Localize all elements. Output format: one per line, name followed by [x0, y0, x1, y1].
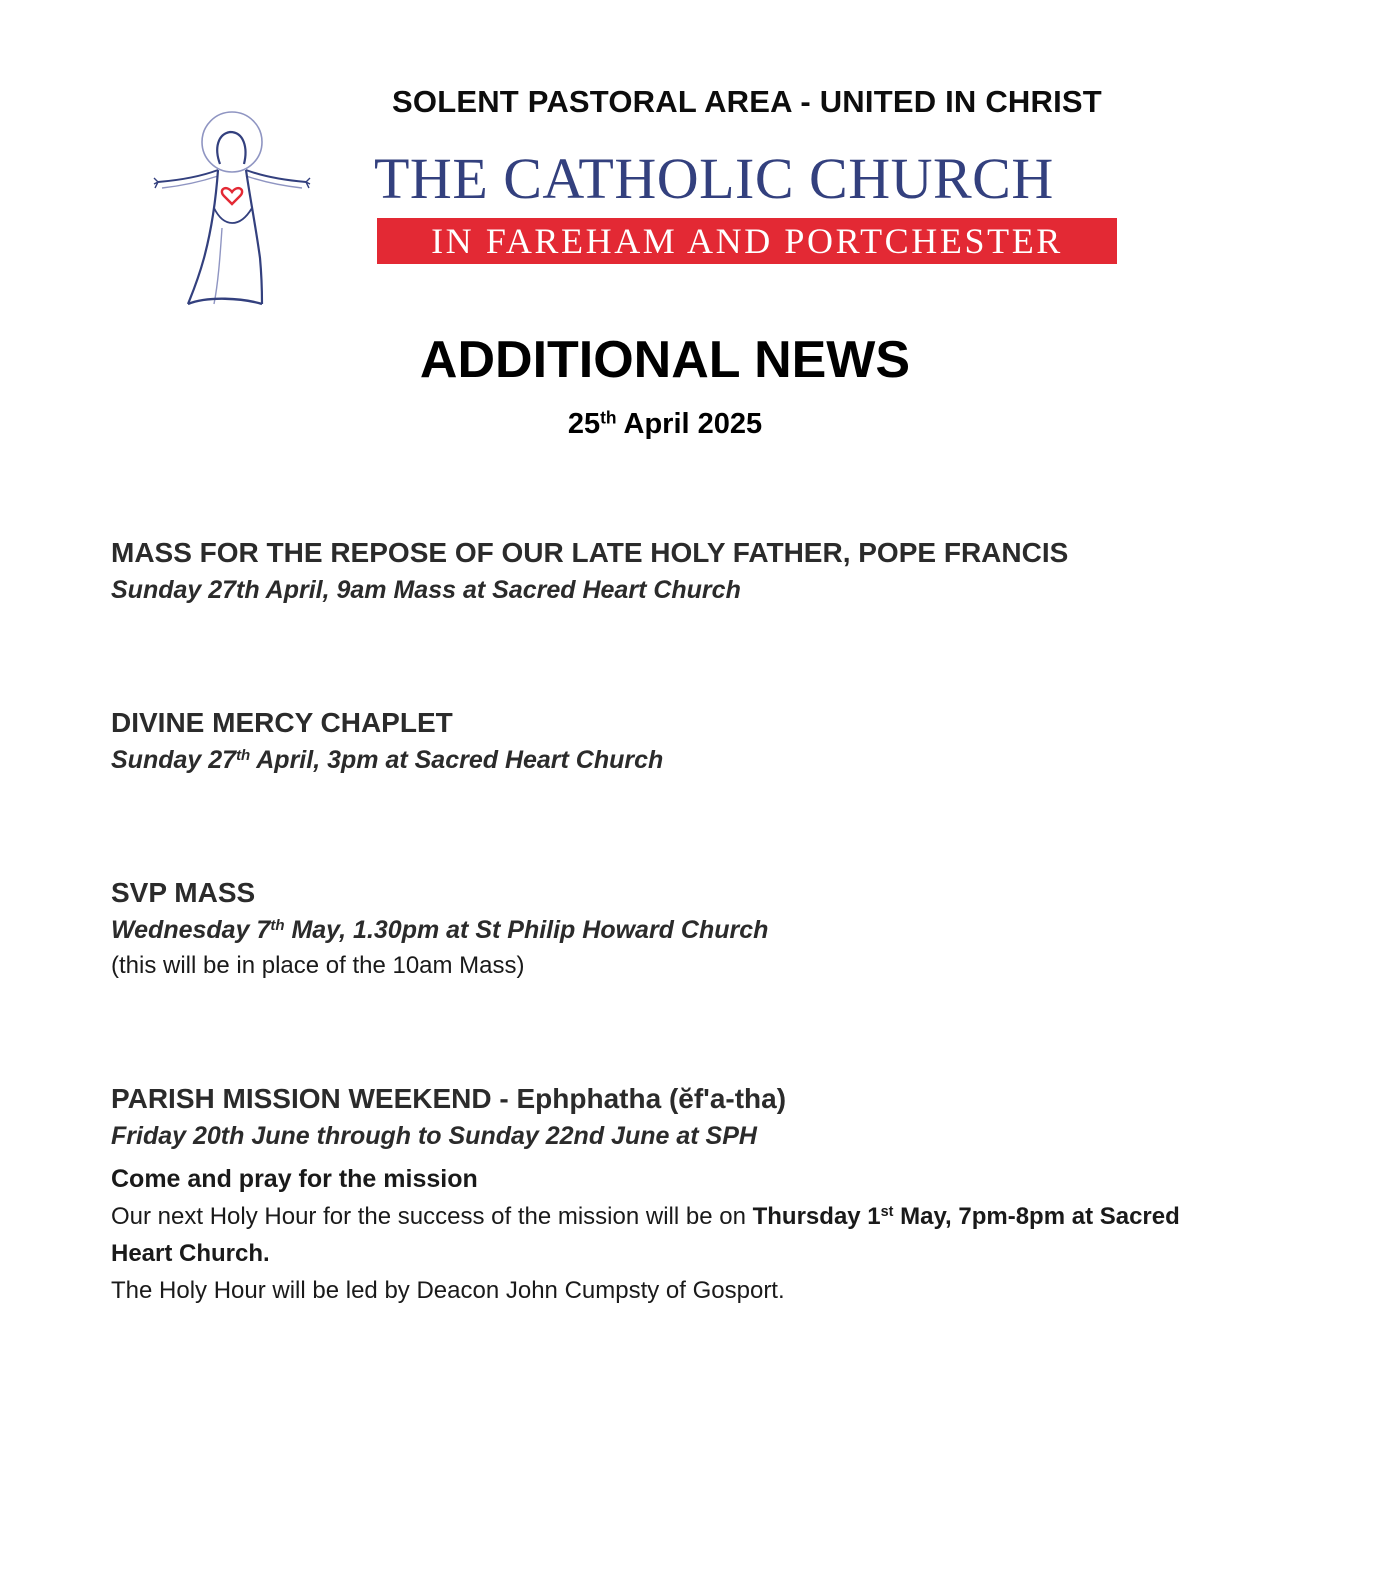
- mission-body-last: The Holy Hour will be led by Deacon John Cumpsty of Gosport.: [111, 1277, 785, 1304]
- date-rest: April 2025: [623, 408, 763, 440]
- section-svp-mass: [111, 874, 1291, 984]
- mission-body: [111, 1198, 1191, 1272]
- mission-sub-heading: Come and pray for the mission: [111, 1165, 478, 1193]
- section-divine-mercy: [111, 704, 1291, 778]
- detail-sup: th: [236, 746, 251, 764]
- section-detail: Friday 20th June through to Sunday 22nd June at SPH: [111, 1122, 757, 1150]
- section-heading: SVP MASS: [111, 877, 256, 908]
- body-bold-sup: st: [880, 1204, 894, 1221]
- detail-sup: th: [270, 916, 285, 934]
- page-date: [0, 408, 1330, 441]
- section-heading: PARISH MISSION WEEKEND - Ephphatha (ĕf'a-tha): [111, 1083, 787, 1114]
- body-bold-pre: Thursday 1: [752, 1203, 881, 1230]
- body-pre: Our next Holy Hour for the success of the mission will be on: [111, 1203, 753, 1230]
- section-parish-mission: [111, 1080, 1291, 1309]
- detail-pre: Sunday 27: [111, 746, 237, 774]
- church-location: IN FAREHAM AND PORTCHESTER: [431, 221, 1063, 261]
- date-day: 25: [567, 408, 601, 440]
- section-heading: MASS FOR THE REPOSE OF OUR LATE HOLY FATHER, POPE FRANCIS: [111, 537, 1069, 568]
- body-bold-post: May, 7pm-8pm at Sacred Heart Church.: [111, 1203, 1180, 1267]
- church-name: THE CATHOLIC CHURCH: [374, 146, 1054, 211]
- section-note: (this will be in place of the 10am Mass): [111, 952, 525, 979]
- detail-post: April, 3pm at Sacred Heart Church: [250, 746, 664, 774]
- sacred-heart-figure-icon: [152, 108, 312, 314]
- detail-pre: Wednesday 7: [111, 916, 271, 944]
- church-location-banner: [377, 218, 1117, 264]
- detail-post: May, 1.30pm at St Philip Howard Church: [284, 916, 769, 944]
- section-heading: DIVINE MERCY CHAPLET: [111, 707, 453, 738]
- header-tagline: SOLENT PASTORAL AREA - UNITED IN CHRIST: [392, 84, 1102, 119]
- section-detail: Sunday 27th April, 9am Mass at Sacred Heart Church: [111, 576, 741, 604]
- section-mass-repose: [111, 534, 1291, 608]
- date-suffix: th: [600, 407, 617, 428]
- section-detail: [111, 912, 1291, 948]
- section-detail: [111, 742, 1291, 778]
- page-title: ADDITIONAL NEWS: [419, 331, 911, 389]
